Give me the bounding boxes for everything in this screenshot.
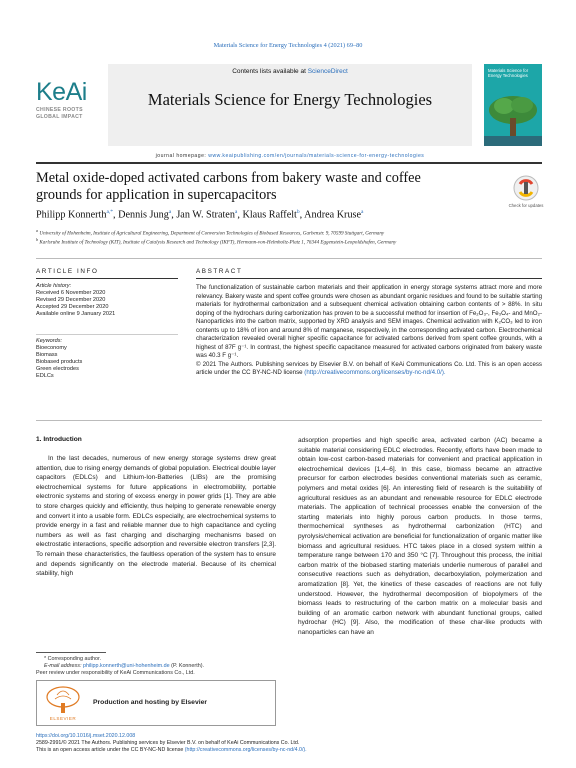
intro-paragraph: In the last decades, numerous of new energy storage systems drew great attention, due to rising energy demands of global population. Electrical double layer capacitors (EDLCs) and Lithium-Ion-Batteries (LIBs) are the promising electrochemical systems for future applications in electromobility, portable electronic systems and storing of excess energy in power grids [1]. They are able to store charges quickly and efficiently, thus helping to generate renewable energy and convert it into a usable form. EDLCs especially, are electrochemical systems to provide energy in a fast and reliable manner due to high capacitance and cycling numbers as well as fast charging and discharging mechanisms based on electrostatic interactions, specific adsorption and reversible electron transfers [2,3]. To remain these characteristics, the faultless operation of the system has to ensure and depends significantly on the electrode material. Because of its chemical stability, high bbox=[36, 455, 276, 578]
author-name[interactable]: Jan W. Straten bbox=[176, 209, 235, 221]
author-affil-mark[interactable]: a bbox=[168, 209, 172, 215]
author-name[interactable]: Dennis Jung bbox=[118, 209, 169, 221]
author-affil-mark[interactable]: a,* bbox=[106, 209, 114, 215]
history-entry: Available online 9 January 2021 bbox=[36, 310, 116, 317]
homepage-prefix: journal homepage: bbox=[155, 153, 209, 159]
abstract-bottom-divider bbox=[36, 420, 542, 421]
doi-link[interactable]: https://doi.org/10.1016/j.mset.2020.12.008 bbox=[36, 733, 136, 739]
license-line: This is an open access article under the CC BY-NC-ND license bbox=[36, 747, 185, 753]
header-divider bbox=[36, 162, 542, 164]
footnotes bbox=[36, 656, 276, 677]
journal-title: Materials Science for Energy Technologies bbox=[147, 90, 433, 109]
abstract-heading: ABSTRACT bbox=[196, 268, 243, 275]
intro-right-column bbox=[298, 436, 542, 637]
check-for-updates-label: Check for updates bbox=[508, 203, 544, 208]
section-heading: 1. Introduction bbox=[36, 436, 82, 443]
history-label: Article history: bbox=[36, 283, 72, 289]
author-name[interactable]: Klaus Raffelt bbox=[242, 209, 297, 221]
affiliation-divider bbox=[36, 258, 542, 259]
cover-title: Materials Science for Energy Technologies bbox=[488, 68, 529, 78]
email-label: E-mail address: bbox=[44, 663, 83, 669]
history-entry: Received 6 November 2020 bbox=[36, 289, 106, 296]
keywords-label: Keywords: bbox=[36, 338, 63, 344]
journal-homepage bbox=[108, 153, 472, 159]
keyword: EDLCs bbox=[36, 372, 54, 379]
tagline-line-1: CHINESE ROOTS bbox=[36, 107, 83, 113]
email-link[interactable]: philipp.konnerth@uni-hohenheim.de bbox=[82, 663, 170, 669]
journal-citation-link[interactable]: Materials Science for Energy Technologies 4 (2021) 69–80 bbox=[213, 42, 363, 49]
keyword: Green electrodes bbox=[36, 365, 79, 372]
article-history bbox=[36, 283, 176, 318]
history-entry: Revised 29 December 2020 bbox=[36, 296, 106, 303]
article-title: Metal oxide-doped activated carbons from bakery waste and coffee grounds for application in supercapacitors bbox=[36, 170, 421, 203]
corresponding-author-note: * Corresponding author. bbox=[44, 656, 101, 662]
article-info-heading: ARTICLE INFO bbox=[36, 268, 99, 275]
keyword: Bioeconomy bbox=[36, 344, 67, 351]
issn-line: 2589-2991/© 2021 The Authors. Publishing services by Elsevier B.V. on behalf of KeAi Communications Co. Ltd. bbox=[36, 740, 300, 746]
homepage-link[interactable]: www.keaipublishing.com/en/journals/materials-science-for-energy-technologies bbox=[208, 153, 425, 159]
keywords-rule bbox=[36, 334, 178, 335]
copyright-text: © 2021 The Authors. Publishing services by Elsevier B.V. on behalf of KeAi Communications Co. Ltd. This is an open access article under the CC BY-NC-ND license bbox=[196, 360, 542, 376]
check-for-updates-icon[interactable] bbox=[512, 174, 540, 204]
elsevier-tree-icon bbox=[43, 685, 83, 715]
keywords bbox=[36, 338, 176, 379]
author-affil-mark[interactable]: b bbox=[296, 209, 300, 215]
journal-header-box bbox=[108, 64, 472, 146]
elsevier-production-box bbox=[36, 680, 276, 726]
author-list: Philipp Konnerth$^{a,*}$, Dennis Jung$^a$, Jan W. Straten$^a$, Klaus Raffelt$^b$, Andrea Kruse$^a$ bbox=[36, 209, 364, 221]
intro-left-column bbox=[36, 454, 276, 579]
abstract-rule bbox=[196, 278, 542, 279]
peer-review-note: Peer review under responsibility of KeAi Communications Co., Ltd. bbox=[36, 670, 195, 676]
contents-prefix: Contents lists available at bbox=[232, 68, 308, 75]
keai-tagline bbox=[36, 107, 83, 121]
email-suffix: (P. Konnerth). bbox=[169, 663, 205, 669]
contents-available bbox=[108, 68, 472, 75]
intro-paragraph: adsorption properties and high specific area, activated carbon (AC) became a suitable material considering EDLC electrodes. Recently, efforts have been made to obtain low-cost carbon-based materials for convenient and practical application in electrochemical devices [1,4–6]. In this case, biomass became an attractive precursor for carbon electrodes besides conventional materials such as ceramic, polymers and metal oxides [6]. An interesting field of research is the suitability of agricultural residues as an abundant and renewable resource for EDLC electrode materials. The application of technical processes enable the conversion of the starting materials into highly porous carbon products. In those terms, thermochemical syntheses as hydrothermal carbonization (HTC) and pyrolysis/chemical activation are beneficial for functionalization of organic matter like biomass and agricultural residues. HTC takes place in a closed system within a temperature range between 170 and 350 °C [7]. Throughout this process, the initial carbon matrix of the biobased starting materials underlie numerous of parallel and consecutive reactions such as dehydration, decarboxylation, polymerization and aromatization [8]. Yet, the kinetics of these cascades of reactions are not fully understood. However, the hydrothermal decomposition of biopolymers of the biomass leads to restructuring of the carbon matrix on a molecular basis and building of an aromatic carbon network with abundant functional groups, called hydrochar (HC) [9]. Also, the modification of these char-like products with nanoparticles can have an bbox=[298, 437, 542, 636]
footnote-rule bbox=[36, 652, 106, 653]
keyword: Biomass bbox=[36, 351, 58, 358]
production-hosting-text: Production and hosting by Elsevier bbox=[93, 699, 208, 706]
affiliation bbox=[36, 228, 536, 237]
elsevier-wordmark: ELSEVIER bbox=[49, 716, 77, 721]
author-name[interactable]: Andrea Kruse bbox=[304, 209, 362, 221]
author-affil-mark[interactable]: a bbox=[234, 209, 238, 215]
affiliation bbox=[36, 237, 536, 246]
keai-logo: KeAi bbox=[36, 78, 87, 106]
bottom-info bbox=[36, 733, 536, 754]
abstract-body bbox=[196, 284, 542, 378]
license-link[interactable]: (http://creativecommons.org/licenses/by-nc-nd/4.0/). bbox=[304, 369, 446, 376]
abstract-text: The functionalization of sustainable carbon materials and their application in energy storage systems attract more and more relevancy. Bakery waste and spent coffee grounds were chosen as abundant organic residues and found to be suitable starting materials for hydrothermal carbonization and a subsequent chemical activation obtaining carbon contents of > 88%. In situ doping of the hydrochars during carbonization has proven to be a successful method for insertion of Fe₂O₃-, Fe₃O₄- and MnO₂-Nanoparticles into the carbon matrix, supported by XRD analysis and SEM images. Chemical activation with K₂CO₃ led to iron contents up to 18% of iron and around 8% of manganese, respectively, in the corresponding activated carbon. Electrochemical characterization revealed overall higher specific capacitance for activated carbons derived from spent coffee grounds, with a highest of 87F g⁻¹. In contrast, the highest specific capacitance measured for activated carbons originated from bakery waste was 40.3 F g⁻¹. bbox=[196, 284, 542, 359]
affiliation-text: Karlsruhe Institute of Technology (KIT), Institute of Catalysis Research and Technology (IKFT), Hermann-von-Helmholtz-Platz 1, 76344 Eggenstein-Leopoldshafen, Germany bbox=[39, 239, 397, 246]
license-url-link[interactable]: (http://creativecommons.org/licenses/by-nc-nd/4.0/). bbox=[184, 747, 307, 753]
affiliation-mark: b bbox=[36, 237, 39, 242]
history-entry: Accepted 29 December 2020 bbox=[36, 303, 109, 310]
journal-cover-image[interactable] bbox=[484, 64, 542, 146]
affiliation-mark: a bbox=[36, 228, 39, 233]
keyword: Biobased products bbox=[36, 358, 83, 365]
sciencedirect-link[interactable]: ScienceDirect bbox=[307, 68, 348, 75]
article-info-rule bbox=[36, 278, 178, 279]
author-name[interactable]: Philipp Konnerth bbox=[36, 209, 107, 221]
affiliation-text: University of Hohenheim, Institute of Agricultural Engineering, Department of Conversion Technologies of Biobased Resources, Garbenstr. 9, 70599 Stuttgart, Germany bbox=[39, 230, 385, 237]
author-affil-mark[interactable]: a bbox=[361, 209, 364, 215]
tagline-line-2: GLOBAL IMPACT bbox=[36, 114, 83, 121]
tree-illustration bbox=[484, 92, 542, 146]
